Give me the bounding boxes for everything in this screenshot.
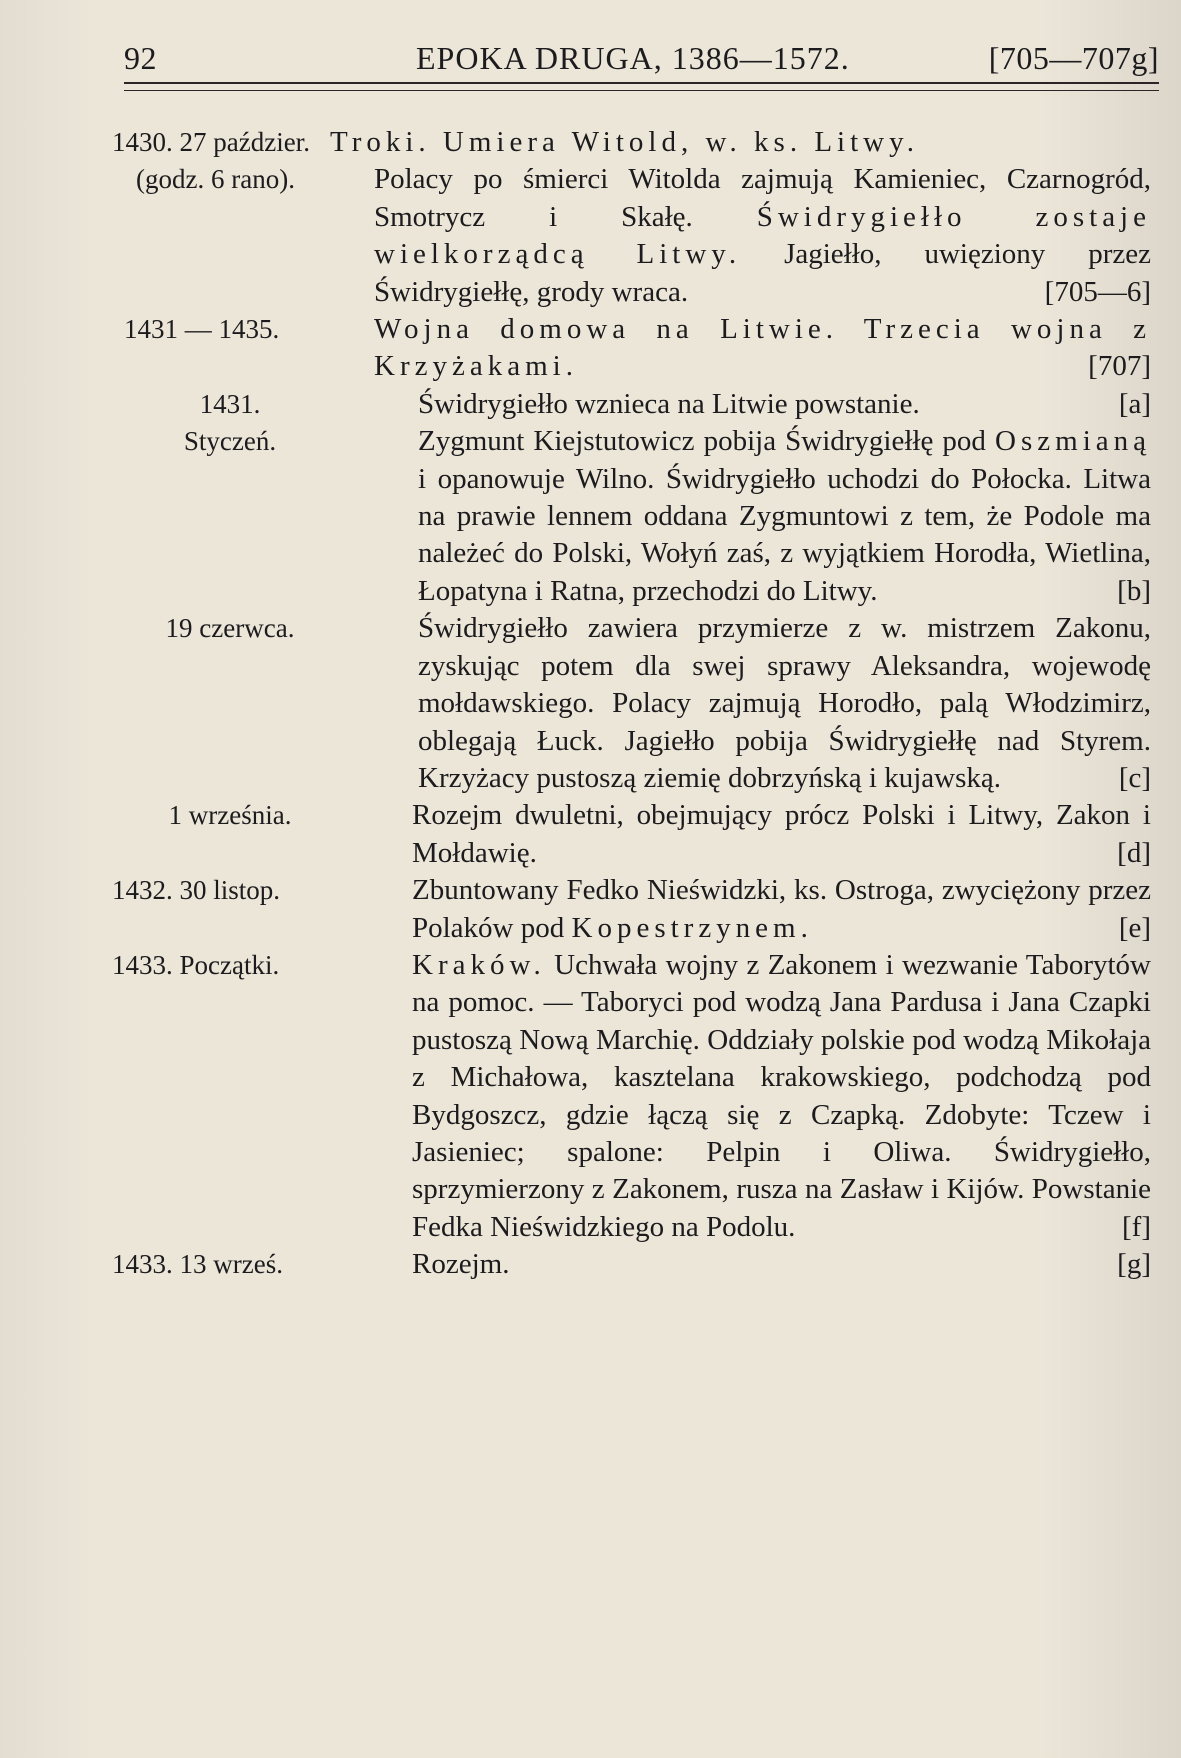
header-rule-bottom bbox=[124, 90, 1159, 91]
entry-text bbox=[374, 610, 1157, 797]
entry-date-line: 19 czerwca. bbox=[165, 613, 295, 644]
entry-text bbox=[374, 872, 1157, 947]
entry-text-part: Jagiełło, uwięziony przez Świdrygiełłę, grody wraca. bbox=[374, 238, 1151, 308]
entry-text-part: Zbuntowany Fedko Nieświdzki, ks. Ostroga, zwyciężony przez Polaków pod bbox=[412, 874, 1151, 944]
footnote-ref: [c] bbox=[1118, 761, 1151, 794]
footnote-ref: [g] bbox=[1117, 1248, 1151, 1281]
footnote-ref: [e] bbox=[1118, 911, 1151, 944]
entry-date bbox=[112, 1246, 374, 1283]
section-reference: [705—707g] bbox=[988, 40, 1159, 76]
entry-text bbox=[330, 311, 1157, 386]
entry-emphasis: Kopestrzynem. bbox=[571, 911, 813, 944]
footnote-ref: [d] bbox=[1117, 836, 1151, 869]
entry-text-part: Polacy po śmierci Witolda zajmują Kamieniec, Czarnogród, Smotrycz i Skałę. bbox=[374, 163, 1151, 233]
entry-text-part: Zygmunt Kiejstutowicz pobija Świdrygiełłę pod bbox=[418, 425, 996, 458]
entry-date-line: Styczeń. bbox=[183, 426, 277, 457]
entry-date bbox=[112, 947, 374, 984]
page-number: 92 bbox=[124, 40, 157, 76]
entry-date bbox=[112, 386, 374, 423]
entry-date-line: 1433. 13 wrześ. bbox=[112, 1249, 283, 1280]
chronology-entry bbox=[112, 610, 1157, 797]
entry-date-line: 1433. Początki. bbox=[112, 949, 280, 980]
entry-emphasis: Świdrygiełło zostaje wielkorządcą Litwy. bbox=[374, 200, 1151, 271]
entry-text-part: Rozejm dwuletni, obejmujący prócz Polski i Litwy, Zakon i Mołdawię. bbox=[412, 799, 1151, 869]
entry-date-line: 1 września. bbox=[168, 800, 292, 831]
entry-text-part: Świdrygiełło wznieca na Litwie powstanie. bbox=[418, 387, 920, 420]
chronology-entry bbox=[112, 1246, 1157, 1283]
entry-date-line: 1431. bbox=[199, 388, 261, 419]
entry-emphasis: Oszmianą bbox=[995, 425, 1151, 458]
entry-text bbox=[374, 797, 1157, 872]
chronology-entry bbox=[112, 386, 1157, 423]
entry-text bbox=[374, 386, 1157, 423]
chronology-entry bbox=[112, 423, 1157, 610]
chronology-entry bbox=[112, 797, 1157, 872]
entry-date bbox=[112, 610, 374, 647]
entry-text bbox=[374, 947, 1157, 1246]
footnote-ref: [a] bbox=[1118, 387, 1151, 420]
chronology-entry bbox=[112, 124, 1157, 311]
chronology-entry bbox=[112, 872, 1157, 947]
entry-emphasis: Troki. Umiera Witold, w. ks. Litwy. bbox=[330, 126, 919, 158]
footnote-ref: [b] bbox=[1117, 574, 1151, 607]
entry-date bbox=[112, 872, 374, 909]
entry-date bbox=[112, 797, 374, 834]
entry-text bbox=[374, 423, 1157, 610]
entry-date-line: (godz. 6 rano). bbox=[136, 164, 295, 194]
entry-emphasis: Wojna domowa na Litwie. Trzecia wojna z Krzyżakami. bbox=[374, 313, 1151, 383]
entry-body bbox=[330, 161, 1151, 311]
chronology-list bbox=[112, 124, 1157, 1284]
entry-date bbox=[112, 423, 374, 460]
entry-text bbox=[330, 124, 1157, 311]
footnote-ref: [705—6] bbox=[1044, 275, 1151, 308]
entry-date-line: 1432. 30 listop. bbox=[112, 875, 281, 906]
entry-date-line: 1430. 27 paździer. bbox=[112, 127, 310, 157]
chronology-entry bbox=[112, 947, 1157, 1246]
running-title: EPOKA DRUGA, 1386—1572. bbox=[416, 40, 850, 76]
entry-text-part: Uchwała wojny z Zakonem i wezwanie Taborytów na pomoc. — Taboryci pod wodzą Jana Pardusa i Jana Czapki pustoszą Nową Marchię. Oddziały polskie pod wodzą Mikołaja z Michałowa, kasztelana krakowskiego, podchodzą pod Bydgoszcz, gdzie łączą się z Czapką. Zdobyte: Tczew i Jasieniec; spalone: Pelpin i Oliwa. Świdrygiełło, sprzymierzony z Zakonem, rusza na Zasław i Kijów. Powstanie Fedka Nieświdzkiego na Podolu. bbox=[412, 948, 1151, 1243]
footnote-ref: [f] bbox=[1122, 1210, 1151, 1243]
chronology-entry bbox=[112, 311, 1157, 386]
entry-text-part: Świdrygiełło zawiera przymierze z w. mistrzem Zakonu, zyskując potem dla swej sprawy Aleksandra, wojewodę mołdawskiego. Polacy zajmują Horodło, palą Włodzimirz, oblegają Łuck. Jagiełło pobija Świdrygiełłę nad Styrem. Krzyżacy pustoszą ziemię dobrzyńską i kujawską. bbox=[418, 612, 1151, 794]
entry-emphasis: Kraków. bbox=[412, 948, 546, 981]
entry-text bbox=[374, 1246, 1157, 1283]
entry-text-part: i opanowuje Wilno. Świdrygiełło uchodzi do Połocka. Litwa na prawie lennem oddana Zygmuntowi z tem, że Podole ma należeć do Polski, Wołyń zaś, z wyjątkiem Horodła, Wietlina, Łopatyna i Ratna, przechodzi do Litwy. bbox=[418, 462, 1151, 607]
entry-text-part: Rozejm. bbox=[412, 1248, 510, 1281]
footnote-ref: [707] bbox=[1088, 350, 1151, 383]
entry-date-line: 1431 — 1435. bbox=[124, 314, 280, 345]
page-header bbox=[118, 36, 1159, 76]
header-rule-top bbox=[124, 82, 1159, 84]
